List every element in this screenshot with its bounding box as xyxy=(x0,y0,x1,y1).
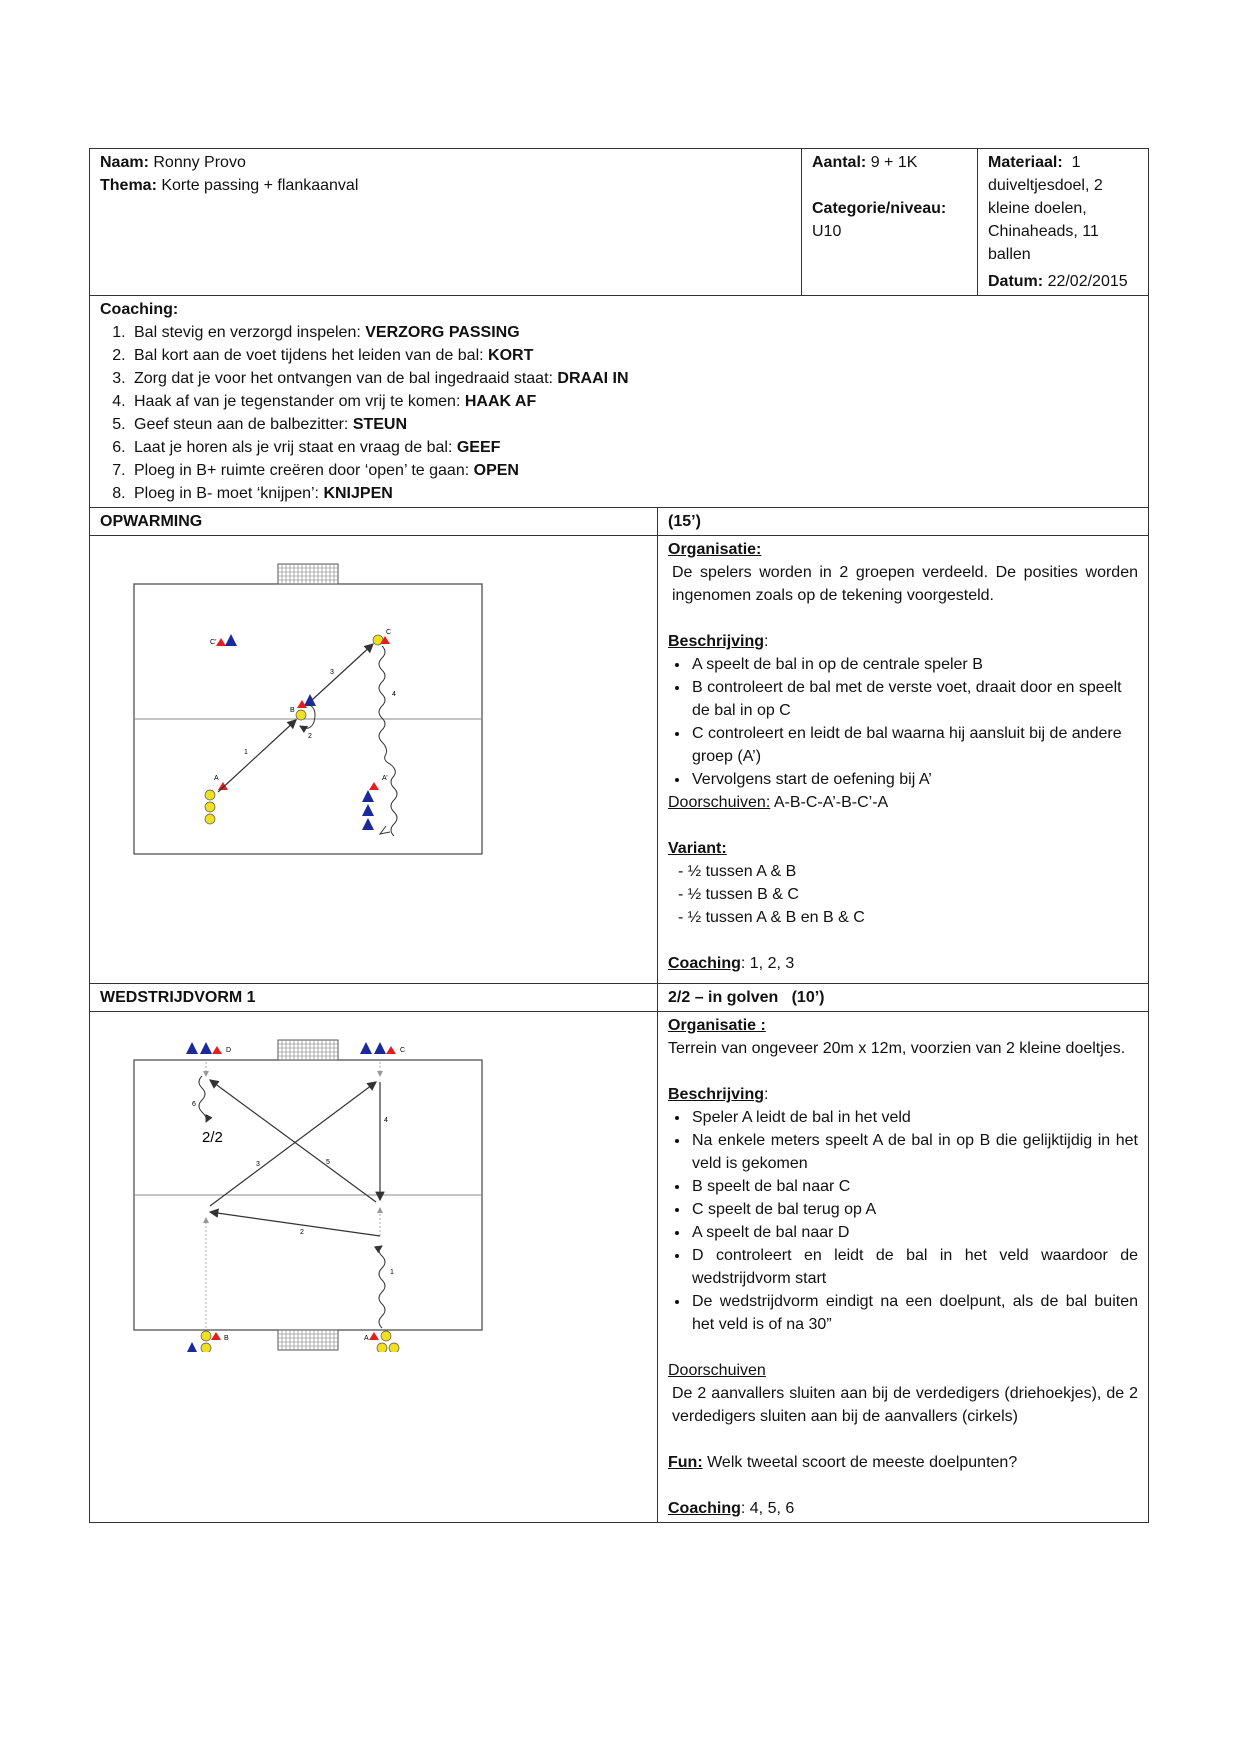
bullet-item: • A speelt de bal in op de centrale speler B xyxy=(690,653,1138,676)
pass-arrow-2 xyxy=(210,1212,380,1236)
materiaal-value: 1 duiveltjesdoel, 2 kleine doelen, Chinaheads, 11 ballen xyxy=(988,154,1103,263)
dribble-arrow-6 xyxy=(199,1076,207,1122)
bullet-item: • A speelt de bal naar D xyxy=(690,1221,1138,1244)
player-c-group xyxy=(360,1042,405,1054)
bullet-item: • Na enkele meters speelt A de bal in op B die gelijktijdig in het veld is gekomen xyxy=(690,1129,1138,1175)
wedstrijdvorm-header-row xyxy=(90,984,1149,1012)
wedstrijdvorm-diagram-cell xyxy=(90,1012,658,1523)
bullet-item: • C controleert en leidt de bal waarna hij aansluit bij de andere groep (A’) xyxy=(690,722,1138,768)
doorschuiven-label: Doorschuiven xyxy=(668,1362,766,1379)
organisatie-label: Organisatie: xyxy=(668,541,762,558)
svg-text:D: D xyxy=(226,1047,232,1054)
coaching-item-keyword: STEUN xyxy=(352,416,408,433)
bullet-item: • Vervolgens start de oefening bij A’ xyxy=(690,768,1138,791)
bullet-item: • B speelt de bal naar C xyxy=(690,1175,1138,1198)
arrow-number-4: 4 xyxy=(392,691,396,698)
coaching-item-text: Bal stevig en verzorgd inspelen: xyxy=(134,324,366,341)
pass-arrow-3 xyxy=(210,1082,376,1206)
svg-text:A: A xyxy=(214,775,219,782)
coaching-item xyxy=(130,436,1138,459)
bullet-item: • C speelt de bal terug op A xyxy=(690,1198,1138,1221)
arrow-number-3: 3 xyxy=(256,1161,260,1168)
variant-3: - ½ tussen A & B en B & C xyxy=(678,909,865,926)
doorschuiven-text: De 2 aanvallers sluiten aan bij de verdedigers (driehoekjes), de 2 verdedigers sluiten aan bij de aanvallers (cirkels) xyxy=(672,1385,1138,1425)
opwarming-row xyxy=(90,536,1149,984)
organisatie-text: De spelers worden in 2 groepen verdeeld. De posities worden ingenomen zoals op de tekening voorgesteld. xyxy=(672,564,1138,604)
svg-text:C’: C’ xyxy=(210,639,217,646)
coaching-item-text: Ploeg in B+ ruimte creëren door ‘open’ te gaan: xyxy=(134,462,474,479)
coaching-item xyxy=(130,390,1138,413)
coaching-item-text: Ploeg in B- moet ‘knijpen’: xyxy=(134,485,324,502)
opwarming-diagram xyxy=(90,536,517,954)
arrow-number-1: 1 xyxy=(390,1269,394,1276)
wedstrijdvorm-subtitle: 2/2 – in golven (10’) xyxy=(658,984,1149,1012)
coaching-row xyxy=(90,296,1149,508)
wedstrijdvorm-coaching-label: Coaching xyxy=(668,1500,741,1517)
coaching-item xyxy=(130,482,1138,505)
wedstrijdvorm-title: WEDSTRIJDVORM 1 xyxy=(90,984,658,1012)
wedstrijdvorm-diagram xyxy=(90,1012,517,1352)
coaching-item-text: Zorg dat je voor het ontvangen van de bal ingedraaid staat: xyxy=(134,370,558,387)
arrow-number-3: 3 xyxy=(330,669,334,676)
trainer-cell xyxy=(90,149,802,296)
svg-text:C: C xyxy=(386,629,392,636)
dribble-arrow-1 xyxy=(379,1246,385,1328)
coaching-item-text: Haak af van je tegenstander om vrij te komen: xyxy=(134,393,465,410)
categorie-value: U10 xyxy=(812,223,842,240)
player-d-group xyxy=(186,1042,231,1054)
opwarming-text-cell xyxy=(658,536,1149,984)
naam-value: Ronny Provo xyxy=(153,154,246,171)
dribble-arrow-head xyxy=(380,826,390,834)
bullet-item: • De wedstrijdvorm eindigt na een doelpunt, als de bal buiten het veld is of na 30” xyxy=(690,1290,1138,1336)
organisatie-text: Terrein van ongeveer 20m x 12m, voorzien van 2 kleine doeltjes. xyxy=(668,1040,1126,1057)
coaching-list xyxy=(100,321,1138,505)
wedstrijdvorm-text-cell xyxy=(658,1012,1149,1523)
coaching-item xyxy=(130,344,1138,367)
opwarming-coaching-label: Coaching xyxy=(668,955,741,972)
naam-label: Naam: xyxy=(100,154,149,171)
doorschuiven-label: Doorschuiven: xyxy=(668,794,771,811)
opwarming-title: OPWARMING xyxy=(90,508,658,536)
training-table xyxy=(89,148,1149,1523)
player-c-prime xyxy=(210,634,237,646)
aantal-value: 9 + 1K xyxy=(870,154,918,171)
coaching-item-keyword: HAAK AF xyxy=(464,393,537,410)
beschrijving-colon: : xyxy=(764,1086,769,1103)
pass-arrow-3 xyxy=(312,644,373,700)
fun-label: Fun: xyxy=(668,1454,703,1471)
svg-text:B: B xyxy=(224,1335,229,1342)
materiaal-cell xyxy=(978,149,1149,296)
fun-text: Welk tweetal scoort de meeste doelpunten? xyxy=(702,1454,1018,1471)
game-format-label: 2/2 xyxy=(202,1129,223,1146)
datum-value: 22/02/2015 xyxy=(1047,273,1128,290)
aantal-cell xyxy=(802,149,978,296)
arrow-number-2: 2 xyxy=(300,1229,304,1236)
player-a-prime-group xyxy=(362,775,388,830)
arrow-number-5: 5 xyxy=(326,1159,330,1166)
coaching-item-text: Laat je horen als je vrij staat en vraag de bal: xyxy=(134,439,457,456)
coaching-item xyxy=(130,367,1138,390)
coaching-cell xyxy=(90,296,1149,508)
svg-text:C: C xyxy=(400,1047,406,1054)
variant-2: - ½ tussen B & C xyxy=(678,886,799,903)
player-b-group xyxy=(186,1331,229,1352)
beschrijving-colon: : xyxy=(764,633,769,650)
session-sheet xyxy=(89,148,1148,1523)
bullet-item: • Speler A leidt de bal in het veld xyxy=(690,1106,1138,1129)
top-goal-icon xyxy=(278,1040,338,1060)
player-a-group xyxy=(364,1331,399,1352)
datum-label: Datum: xyxy=(988,273,1044,290)
coaching-item-keyword: KORT xyxy=(488,347,534,364)
bullet-item: • D controleert en leidt de bal in het veld waardoor de wedstrijdvorm start xyxy=(690,1244,1138,1290)
beschrijving-label: Beschrijving xyxy=(668,1086,765,1103)
coaching-item-text: Geef steun aan de balbezitter: xyxy=(134,416,353,433)
svg-text:A’: A’ xyxy=(382,775,388,782)
svg-text:B: B xyxy=(290,707,295,714)
coaching-item-keyword: GEEF xyxy=(456,439,501,456)
coaching-item-keyword: DRAAI IN xyxy=(557,370,629,387)
beschrijving-label: Beschrijving xyxy=(668,633,765,650)
pass-arrow-5 xyxy=(210,1080,376,1202)
coaching-item xyxy=(130,459,1138,482)
arrow-number-2: 2 xyxy=(308,733,312,740)
dribble-arrow-4 xyxy=(379,646,397,836)
bullet-item: • B controleert de bal met de verste voet, draait door en speelt de bal in op C xyxy=(690,676,1138,722)
wedstrijdvorm-bullets xyxy=(668,1106,1138,1336)
materiaal-label: Materiaal: xyxy=(988,154,1063,171)
player-a-group xyxy=(205,775,228,824)
coaching-item-keyword: VERZORG PASSING xyxy=(365,324,520,341)
wedstrijdvorm-row xyxy=(90,1012,1149,1523)
coaching-item-keyword: KNIJPEN xyxy=(323,485,393,502)
categorie-label: Categorie/niveau: xyxy=(812,200,947,217)
opwarming-bullets xyxy=(668,653,1138,791)
pass-arrow-1 xyxy=(218,720,296,792)
bottom-goal-icon xyxy=(278,1330,338,1350)
coaching-item xyxy=(130,413,1138,436)
variant-1: - ½ tussen A & B xyxy=(678,863,797,880)
player-c xyxy=(373,629,391,645)
doorschuiven-value: A-B-C-A’-B-C’-A xyxy=(773,794,889,811)
coaching-item-keyword: OPEN xyxy=(473,462,519,479)
header-row xyxy=(90,149,1149,296)
arrow-number-4: 4 xyxy=(384,1117,388,1124)
organisatie-label: Organisatie : xyxy=(668,1017,766,1034)
wedstrijdvorm-coaching-value: : 4, 5, 6 xyxy=(740,1500,795,1517)
thema-value: Korte passing + flankaanval xyxy=(161,177,359,194)
thema-label: Thema: xyxy=(100,177,157,194)
coaching-title: Coaching: xyxy=(100,301,179,318)
opwarming-duration: (15’) xyxy=(658,508,1149,536)
opwarming-coaching-value: : 1, 2, 3 xyxy=(740,955,795,972)
arrow-number-1: 1 xyxy=(244,749,248,756)
coaching-item xyxy=(130,321,1138,344)
opwarming-diagram-cell xyxy=(90,536,658,984)
arrow-number-6: 6 xyxy=(192,1101,196,1108)
goal-icon xyxy=(278,564,338,584)
variant-label: Variant: xyxy=(668,840,727,857)
svg-text:A: A xyxy=(364,1335,369,1342)
coaching-item-text: Bal kort aan de voet tijdens het leiden van de bal: xyxy=(134,347,489,364)
opwarming-header-row xyxy=(90,508,1149,536)
aantal-label: Aantal: xyxy=(812,154,867,171)
